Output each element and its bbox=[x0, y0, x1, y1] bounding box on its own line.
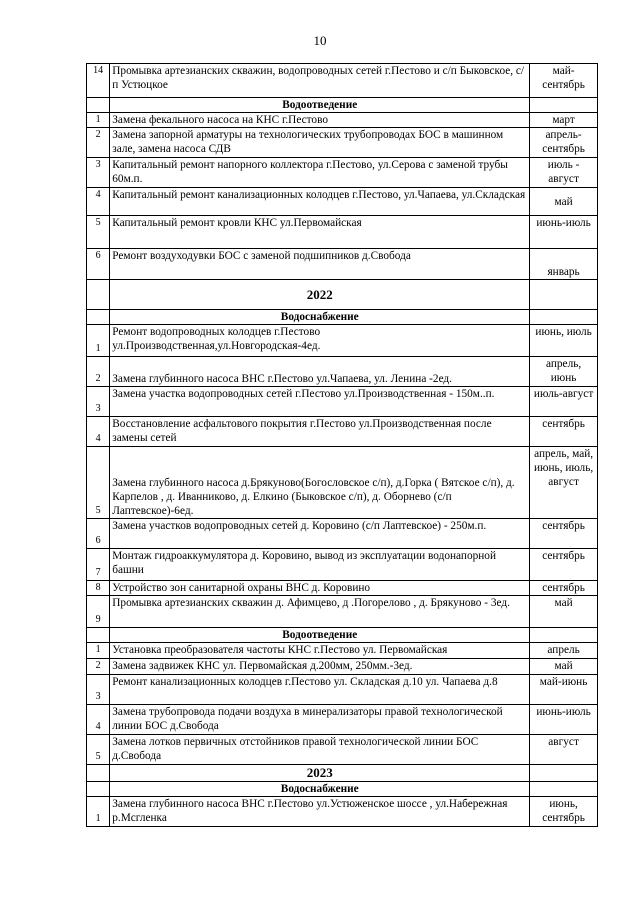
table-row bbox=[87, 705, 598, 735]
work-description: Установка преобразователя частоты КНС г.Пестово ул. Первомайская bbox=[110, 643, 530, 659]
work-term: сентябрь bbox=[530, 549, 598, 581]
row-number: 3 bbox=[87, 675, 110, 705]
table-row bbox=[87, 113, 598, 128]
row-number: 5 bbox=[87, 735, 110, 765]
work-term: апрель, май, июнь, июль, август bbox=[530, 447, 598, 519]
table-row bbox=[87, 797, 598, 827]
work-term: май bbox=[530, 659, 598, 675]
works-plan-table bbox=[86, 63, 598, 827]
work-term: июль-август bbox=[530, 387, 598, 417]
work-term: июнь-июль bbox=[530, 705, 598, 735]
work-description: Устройство зон санитарной охраны ВНС д. Коровино bbox=[110, 581, 530, 596]
work-description: Замена задвижек КНС ул. Первомайская д.200мм, 250мм.-3ед. bbox=[110, 659, 530, 675]
row-number: 14 bbox=[87, 64, 110, 98]
table-row bbox=[87, 549, 598, 581]
empty-cell bbox=[530, 98, 598, 113]
empty-cell bbox=[87, 280, 110, 310]
row-number: 1 bbox=[87, 325, 110, 357]
table-row bbox=[87, 735, 598, 765]
table-row bbox=[87, 675, 598, 705]
empty-cell bbox=[530, 310, 598, 325]
row-number: 8 bbox=[87, 581, 110, 596]
work-term: сентябрь bbox=[530, 581, 598, 596]
section-heading: Водоотведение bbox=[110, 98, 530, 113]
section-heading: Водоснабжение bbox=[110, 310, 530, 325]
work-term: июнь, сентябрь bbox=[530, 797, 598, 827]
empty-cell bbox=[530, 628, 598, 643]
work-term: май bbox=[530, 596, 598, 628]
page-number: 10 bbox=[313, 33, 327, 48]
year-heading: 2023 bbox=[110, 765, 530, 782]
work-description: Замена глубинного насоса ВНС г.Пестово ул.Устюженское шоссе , ул.Набережная р.Мсгленка bbox=[110, 797, 530, 827]
year-row bbox=[87, 280, 598, 310]
row-number: 9 bbox=[87, 596, 110, 628]
row-number: 6 bbox=[87, 249, 110, 280]
work-term: июнь-июль bbox=[530, 216, 598, 249]
work-term: апрель, июнь bbox=[530, 357, 598, 387]
empty-cell bbox=[530, 280, 598, 310]
work-description: Замена фекального насоса на КНС г.Пестово bbox=[110, 113, 530, 128]
row-number: 2 bbox=[87, 128, 110, 158]
work-term: январь bbox=[530, 249, 598, 280]
works-plan-body bbox=[87, 64, 598, 827]
work-description: Капитальный ремонт напорного коллектора г.Пестово, ул.Серова с заменой трубы 60м.п. bbox=[110, 158, 530, 188]
work-description: Замена участков водопроводных сетей д. Коровино (с/п Лаптевское) - 250м.п. bbox=[110, 519, 530, 549]
work-description: Восстановление асфальтового покрытия г.Пестово ул.Производственная после замены сетей bbox=[110, 417, 530, 447]
table-row bbox=[87, 659, 598, 675]
work-term: май bbox=[530, 188, 598, 216]
work-description: Замена запорной арматуры на технологических трубопроводах БОС в машинном зале, замена насоса СДВ bbox=[110, 128, 530, 158]
table-row bbox=[87, 64, 598, 98]
row-number: 5 bbox=[87, 216, 110, 249]
row-number: 3 bbox=[87, 387, 110, 417]
empty-cell bbox=[87, 310, 110, 325]
section-row bbox=[87, 98, 598, 113]
empty-cell bbox=[530, 782, 598, 797]
section-row bbox=[87, 628, 598, 643]
row-number: 2 bbox=[87, 357, 110, 387]
empty-cell bbox=[87, 98, 110, 113]
section-row bbox=[87, 782, 598, 797]
year-row bbox=[87, 765, 598, 782]
work-term: май-сентябрь bbox=[530, 64, 598, 98]
work-description: Замена трубопровода подачи воздуха в минерализаторы правой технологической линии БОС д.Свобода bbox=[110, 705, 530, 735]
work-description: Промывка артезианских скважин, водопроводных сетей г.Пестово и с/п Быковское, с/п Устюцкое bbox=[110, 64, 530, 98]
table-row bbox=[87, 581, 598, 596]
work-description: Монтаж гидроаккумулятора д. Коровино, вывод из эксплуатации водонапорной башни bbox=[110, 549, 530, 581]
work-description: Ремонт водопроводных колодцев г.Пестово ул.Производственная,ул.Новгородская-4ед. bbox=[110, 325, 530, 357]
row-number: 3 bbox=[87, 158, 110, 188]
work-description: Ремонт канализационных колодцев г.Пестово ул. Складская д.10 ул. Чапаева д.8 bbox=[110, 675, 530, 705]
work-description: Замена глубинного насоса ВНС г.Пестово ул.Чапаева, ул. Ленина -2ед. bbox=[110, 357, 530, 387]
row-number: 6 bbox=[87, 519, 110, 549]
table-row bbox=[87, 387, 598, 417]
table-row bbox=[87, 158, 598, 188]
row-number: 4 bbox=[87, 417, 110, 447]
section-heading: Водоснабжение bbox=[110, 782, 530, 797]
table-row bbox=[87, 357, 598, 387]
empty-cell bbox=[87, 765, 110, 782]
work-term: апрель bbox=[530, 643, 598, 659]
row-number: 1 bbox=[87, 797, 110, 827]
work-description: Промывка артезианских скважин д. Афимцево, д .Погорелово , д. Брякуново - 3ед. bbox=[110, 596, 530, 628]
empty-cell bbox=[87, 628, 110, 643]
work-term: май-июнь bbox=[530, 675, 598, 705]
table-row bbox=[87, 596, 598, 628]
section-row bbox=[87, 310, 598, 325]
table-row bbox=[87, 643, 598, 659]
table-row bbox=[87, 417, 598, 447]
work-description: Капитальный ремонт канализационных колодцев г.Пестово, ул.Чапаева, ул.Складская bbox=[110, 188, 530, 216]
work-description: Замена участка водопроводных сетей г.Пестово ул.Производственная - 150м..п. bbox=[110, 387, 530, 417]
table-row bbox=[87, 128, 598, 158]
work-term: июнь, июль bbox=[530, 325, 598, 357]
work-term: август bbox=[530, 735, 598, 765]
table-row bbox=[87, 325, 598, 357]
empty-cell bbox=[530, 765, 598, 782]
row-number: 4 bbox=[87, 705, 110, 735]
row-number: 7 bbox=[87, 549, 110, 581]
work-term: апрель-сентябрь bbox=[530, 128, 598, 158]
table-row bbox=[87, 216, 598, 249]
row-number: 4 bbox=[87, 188, 110, 216]
table-row bbox=[87, 249, 598, 280]
table-row bbox=[87, 519, 598, 549]
table-row bbox=[87, 188, 598, 216]
row-number: 1 bbox=[87, 113, 110, 128]
work-description: Замена глубинного насоса д.Брякуново(Богословское с/п), д.Горка ( Вятское с/п), д. Карпелов , д. Иванниково, д. Елкино (Быковское с/п), д. Оборнево (с/п Лаптевское)-6ед. bbox=[110, 447, 530, 519]
work-description: Ремонт воздуходувки БОС с заменой подшипников д.Свобода bbox=[110, 249, 530, 280]
empty-cell bbox=[87, 782, 110, 797]
work-description: Замена лотков первичных отстойников правой технологической линии БОС д.Свобода bbox=[110, 735, 530, 765]
work-description: Капитальный ремонт кровли КНС ул.Первомайская bbox=[110, 216, 530, 249]
row-number: 5 bbox=[87, 447, 110, 519]
work-term: март bbox=[530, 113, 598, 128]
work-term: июль - август bbox=[530, 158, 598, 188]
table-row bbox=[87, 447, 598, 519]
year-heading: 2022 bbox=[110, 280, 530, 310]
row-number: 1 bbox=[87, 643, 110, 659]
work-term: сентябрь bbox=[530, 519, 598, 549]
section-heading: Водоотведение bbox=[110, 628, 530, 643]
row-number: 2 bbox=[87, 659, 110, 675]
work-term: сентябрь bbox=[530, 417, 598, 447]
